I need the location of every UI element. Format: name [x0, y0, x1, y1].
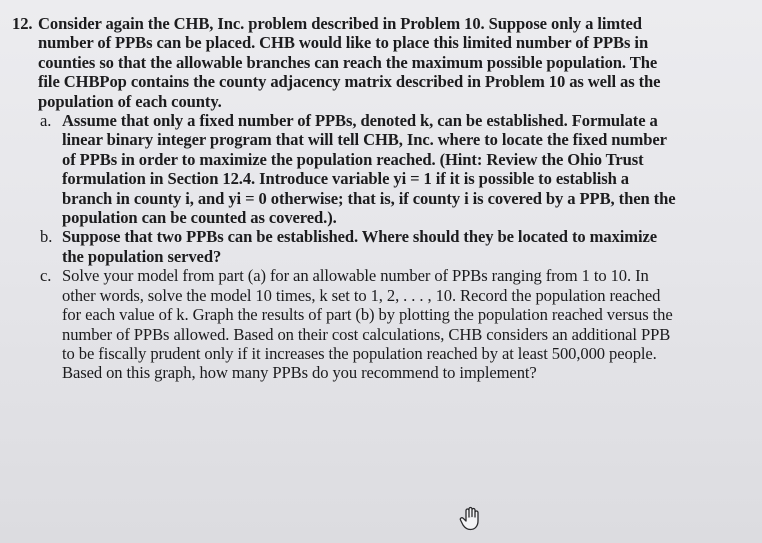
part-c-text: Solve your model from part (a) for an allowable number of PPBs ranging from 1 to 10. In other words, solve the model 10 times, k set to 1, 2, . . . , 10. Record the population reached for each value of k. Graph the results of part (b) by plotting the population reached versus the number of PPBs allowed. Based on their cost calculations, CHB considers an additional PPB to be fiscally prudent only if it increases the population reached by at least 500,000 people. Based on this graph, how many PPBs do you recommend to implement?: [62, 266, 673, 383]
part-b-text: Suppose that two PPBs can be established. Where should they be located to maximize the population served?: [62, 227, 658, 266]
part-a-text: Assume that only a fixed number of PPBs, denoted k, can be established. Formulate a linear binary integer program that will tell CHB, Inc. where to locate the fixed number of PPBs in order to maximize the population reached. (Hint: Review the Ohio Trust formulation in Section 12.4. Introduce variable yi = 1 if it is possible to establish a branch in county i, and yi = 0 otherwise; that is, if county i is covered by a PPB, then the population can be counted as covered.).: [62, 111, 676, 228]
problem-number: 12.: [12, 14, 33, 33]
hand-cursor-icon: [458, 506, 482, 532]
part-a: [12, 111, 680, 227]
problem-intro-text: Consider again the CHB, Inc. problem described in Problem 10. Suppose only a limted number of PPBs can be placed. CHB would like to place this limited number of PPBs in counties so that the allowable branches can reach the maximum possible population. The file CHBPop contains the county adjacency matrix described in Problem 10 as well as the population of each county.: [38, 14, 661, 111]
part-b: [12, 227, 680, 266]
problem-12: [12, 14, 680, 383]
part-c: [12, 266, 680, 382]
part-c-letter: c.: [40, 266, 52, 286]
part-a-letter: a.: [40, 111, 52, 131]
problem-intro: [12, 14, 680, 111]
part-b-letter: b.: [40, 227, 53, 247]
